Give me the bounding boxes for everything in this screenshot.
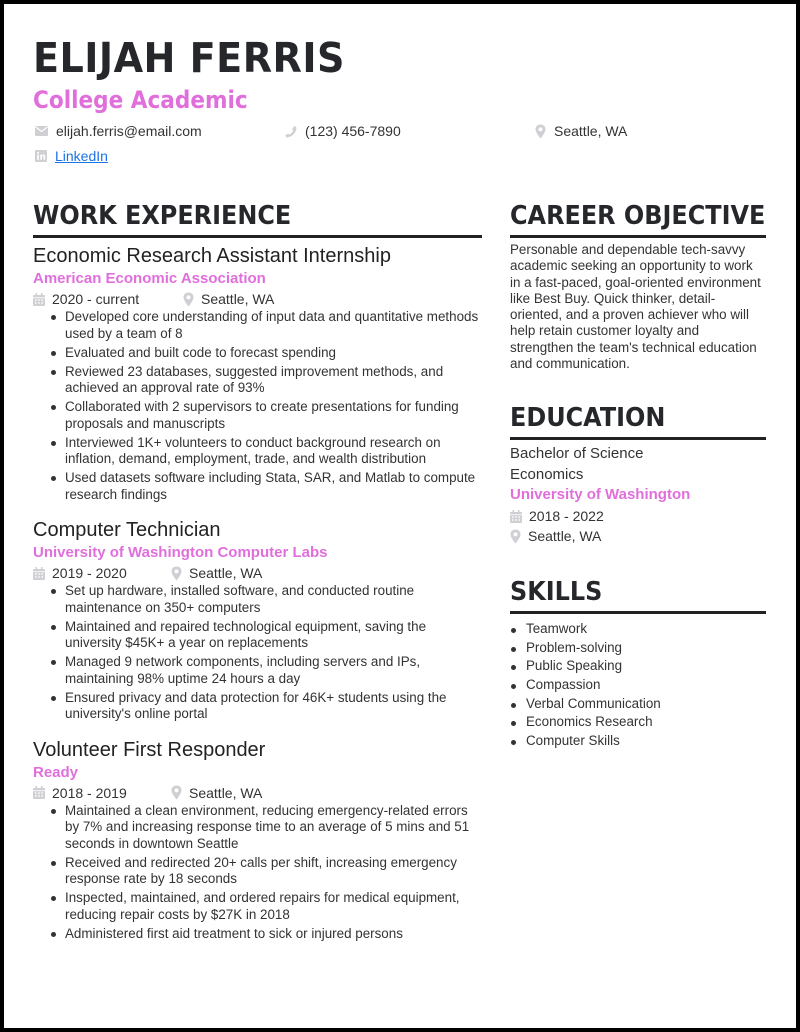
location-pin-icon — [510, 529, 521, 544]
job-bullets — [49, 309, 482, 503]
job-location: Seattle, WA — [171, 563, 262, 583]
resume-page — [4, 4, 796, 1028]
bullet-item: Developed core understanding of input data and quantitative methods used by a team of 8 — [49, 309, 482, 342]
work-experience-section — [33, 203, 482, 945]
bullet-item: Inspected, maintained, and ordered repairs for medical equipment, reducing repair costs by $27K in 2018 — [49, 890, 482, 923]
job-meta — [33, 783, 482, 803]
job-entry — [33, 518, 482, 723]
bullet-item: Reviewed 23 databases, suggested improvement methods, and achieved an approval rate of 93% — [49, 364, 482, 397]
work-experience-heading: WORK EXPERIENCE — [33, 201, 292, 231]
job-entry — [33, 244, 482, 503]
field-of-study: Economics — [510, 465, 584, 483]
job-title: Computer Technician — [33, 519, 221, 541]
linkedin-icon — [35, 150, 47, 162]
sidebar-column — [510, 203, 766, 751]
linkedin-link[interactable]: LinkedIn — [55, 148, 108, 164]
job-meta — [33, 563, 482, 583]
skill-item: Public Speaking — [510, 657, 766, 676]
envelope-icon — [35, 126, 48, 136]
skills-heading: SKILLS — [510, 576, 603, 607]
education-heading: EDUCATION — [510, 403, 666, 434]
section-divider — [510, 235, 766, 238]
bullet-item: Interviewed 1K+ volunteers to conduct background research on inflation, demand, employment, trade, and wealth distribution — [49, 435, 482, 468]
school-name: University of Washington — [510, 486, 691, 504]
bullet-item: Collaborated with 2 supervisors to create presentations for funding proposals and manuscripts — [49, 399, 482, 432]
location-pin-icon — [171, 566, 182, 581]
skills-list — [510, 620, 766, 751]
bullet-item: Set up hardware, installed software, and conducted routine maintenance on 350+ computers — [49, 583, 482, 616]
email-text: elijah.ferris@email.com — [56, 123, 202, 139]
job-meta — [33, 289, 482, 309]
skill-item: Compassion — [510, 676, 766, 695]
calendar-icon — [33, 786, 45, 799]
phone-icon — [285, 125, 297, 138]
company-name: American Economic Association — [33, 270, 266, 287]
career-objective-section — [510, 203, 766, 372]
skill-item: Economics Research — [510, 713, 766, 732]
career-objective-heading: CAREER OBJECTIVE — [510, 201, 766, 231]
bullet-item: Evaluated and built code to forecast spending — [49, 345, 482, 362]
skill-item: Teamwork — [510, 620, 766, 639]
bullet-item: Received and redirected 20+ calls per shift, increasing emergency response rate by 18 seconds — [49, 855, 482, 888]
section-divider — [33, 235, 482, 238]
skill-item: Problem-solving — [510, 639, 766, 658]
objective-text: Personable and dependable tech-savvy academic seeking an opportunity to work in a fast-paced, goal-oriented environment like Best Buy. Quick thinker, detail-oriented, and a proven achiever who will help retain customer loyalty and strengthen the team's technical education and communication. — [510, 242, 761, 372]
job-title: Volunteer First Responder — [33, 738, 266, 761]
company-name: Ready — [33, 763, 79, 781]
job-entry — [33, 738, 482, 943]
job-location: Seattle, WA — [183, 289, 274, 309]
education-location: Seattle, WA — [510, 526, 766, 547]
company-name: University of Washington Computer Labs — [33, 544, 328, 561]
job-dates: 2019 - 2020 — [33, 563, 171, 583]
contact-email — [35, 123, 202, 139]
location-pin-icon — [535, 124, 546, 139]
job-dates: 2018 - 2019 — [33, 783, 171, 803]
phone-text: (123) 456-7890 — [305, 123, 401, 139]
education-dates: 2018 - 2022 — [510, 506, 766, 527]
bullet-item: Managed 9 network components, including servers and IPs, maintaining 98% uptime 24 hours a day — [49, 654, 482, 687]
job-location: Seattle, WA — [171, 783, 262, 803]
skill-item: Verbal Communication — [510, 695, 766, 714]
bullet-item: Ensured privacy and data protection for 46K+ students using the university's online portal — [49, 690, 482, 723]
bullet-item: Maintained and repaired technological equipment, saving the university $45K+ a year on replacements — [49, 619, 482, 652]
bullet-item: Maintained a clean environment, reducing emergency-related errors by 7% and increasing response time to an average of 5 mins and 51 seconds in downtown Seattle — [49, 803, 482, 853]
candidate-name: ELIJAH FERRIS — [33, 34, 345, 82]
calendar-icon — [510, 510, 522, 523]
job-bullets — [49, 583, 482, 723]
contact-location — [535, 123, 627, 139]
degree: Bachelor of Science — [510, 445, 644, 463]
bullet-item: Used datasets software including Stata, SAR, and Matlab to compute research findings — [49, 470, 482, 503]
skill-item: Computer Skills — [510, 732, 766, 751]
location-text: Seattle, WA — [554, 123, 628, 139]
location-pin-icon — [171, 785, 182, 800]
calendar-icon — [33, 567, 45, 580]
job-dates: 2020 - current — [33, 289, 183, 309]
section-divider — [510, 611, 766, 614]
bullet-item: Administered first aid treatment to sick or injured persons — [49, 926, 482, 943]
skills-section — [510, 576, 766, 751]
education-section — [510, 405, 766, 547]
location-pin-icon — [183, 292, 194, 307]
contact-linkedin — [35, 148, 108, 164]
section-divider — [510, 437, 766, 440]
contact-phone — [285, 123, 401, 139]
job-title: Economic Research Assistant Internship — [33, 245, 391, 267]
candidate-title: College Academic — [33, 86, 248, 114]
job-bullets — [49, 803, 482, 943]
calendar-icon — [33, 293, 45, 306]
